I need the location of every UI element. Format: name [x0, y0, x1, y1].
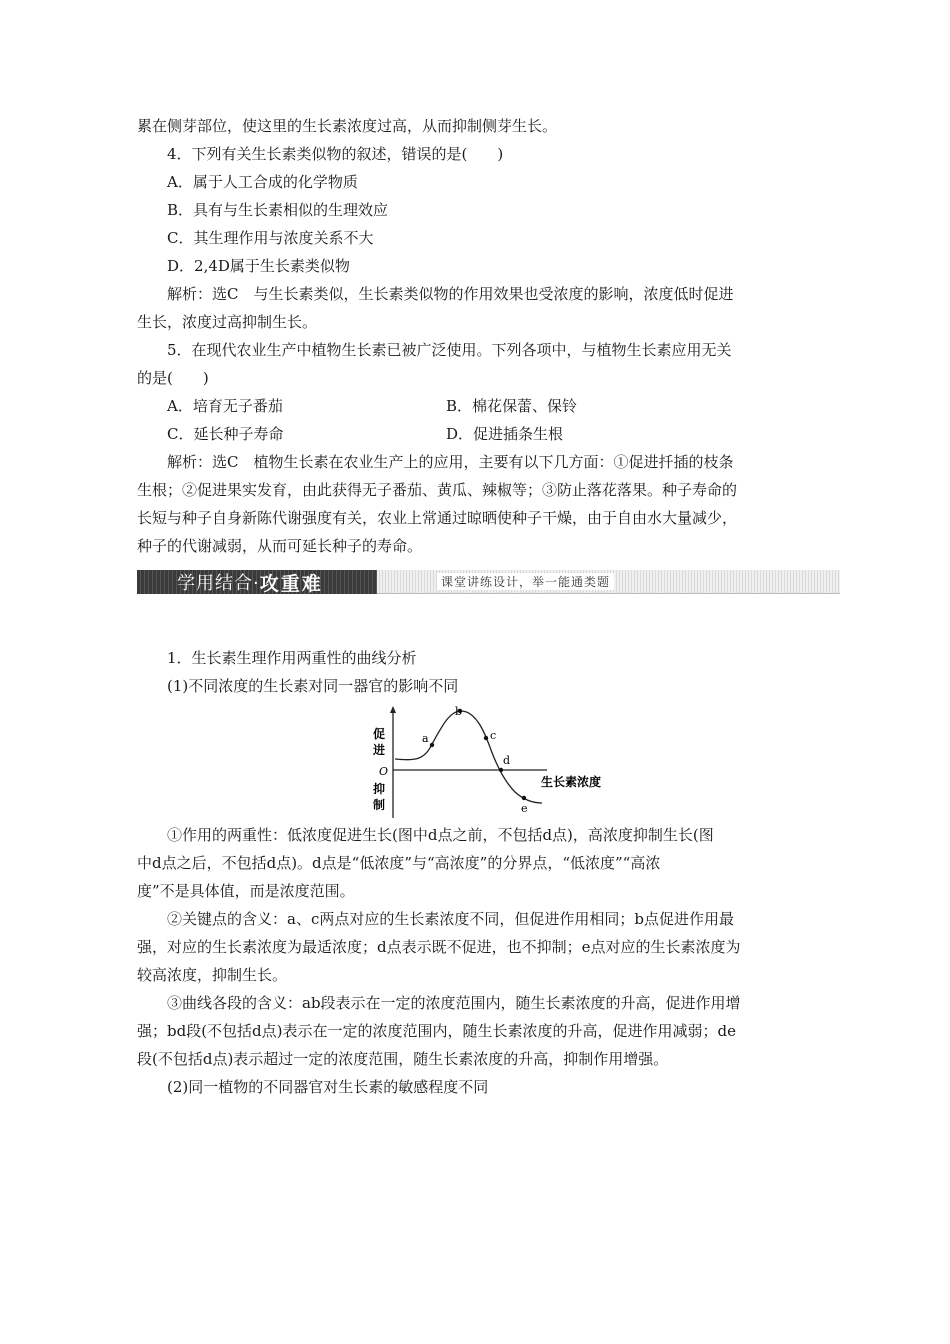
- y-label-promote-2: 进: [373, 743, 386, 757]
- banner-tagline-bar: [377, 570, 840, 594]
- subheading-1: (1)不同浓度的生长素对同一器官的影响不同: [167, 677, 459, 695]
- response-curve: [395, 711, 542, 803]
- x-axis-label: 生长素浓度: [541, 775, 602, 789]
- point-e: [522, 796, 526, 800]
- question-4: 4．下列有关生长素类似物的叙述，错误的是( ): [167, 145, 504, 163]
- point-1-line2: 中d点之后，不包括d点)。d点是“低浓度”与“高浓度”的分界点，“低浓度”“高浓: [137, 854, 661, 872]
- banner-title-part1: 学用结合·: [177, 573, 260, 594]
- y-label-promote-1: 促: [373, 727, 386, 741]
- subheading-2: (2)同一植物的不同器官对生长素的敏感程度不同: [167, 1078, 489, 1096]
- auxin-curve-diagram: [369, 706, 629, 821]
- q5-option-a: A．培育无子番茄: [167, 397, 283, 415]
- q5-option-d: D．促进插条生根: [446, 425, 564, 443]
- point-d: [499, 768, 503, 772]
- label-d: d: [503, 754, 511, 767]
- point-3-line1: ③曲线各段的含义：ab段表示在一定的浓度范围内，随生长素浓度的升高，促进作用增: [167, 994, 741, 1012]
- point-c: [484, 736, 488, 740]
- q5-answer-line3: 长短与种子自身新陈代谢强度有关，农业上常通过晾晒使种子干燥，由于自由水大量减少，: [137, 509, 738, 527]
- point-3-line3: 段(不包括d点)表示超过一定的浓度范围，随生长素浓度的升高，抑制作用增强。: [137, 1050, 669, 1068]
- q4-answer-line1: 解析：选C 与生长素类似，生长素类似物的作用效果也受浓度的影响，浓度低时促进: [167, 285, 734, 303]
- q5-options-row-1: [137, 392, 837, 420]
- q4-option-c: C．其生理作用与浓度关系不大: [167, 229, 374, 247]
- continued-paragraph: 累在侧芽部位，使这里的生长素浓度过高，从而抑制侧芽生长。: [137, 117, 558, 135]
- q5-answer-line2: 生根；②促进果实发育，由此获得无子番茄、黄瓜、辣椒等；③防止落花落果。种子寿命的: [137, 481, 738, 499]
- label-b: b: [455, 706, 463, 718]
- question-5-line1: 5．在现代农业生产中植物生长素已被广泛使用。下列各项中，与植物生长素应用无关: [167, 341, 732, 359]
- point-2-line1: ②关键点的含义：a、c两点对应的生长素浓度不同，但促进作用相同；b点促进作用最: [167, 910, 734, 928]
- q4-option-a: A．属于人工合成的化学物质: [167, 173, 358, 191]
- question-5-line2: 的是( ): [137, 369, 209, 387]
- label-e: e: [521, 802, 528, 815]
- label-a: a: [422, 732, 429, 745]
- banner-title-part2: 攻重难: [259, 572, 323, 595]
- section-banner: [137, 570, 840, 594]
- q4-option-b: B．具有与生长素相似的生理效应: [167, 201, 389, 219]
- y-axis-arrow: [390, 706, 396, 713]
- page-content: [137, 112, 837, 1101]
- point-2-line2: 强，对应的生长素浓度为最适浓度；d点表示既不促进，也不抑制；e点对应的生长素浓度为: [137, 938, 741, 956]
- q4-option-d: D．2,4D属于生长素类似物: [167, 257, 350, 275]
- point-1-line3: 度”不是具体值，而是浓度范围。: [137, 882, 355, 900]
- point-a: [430, 743, 434, 747]
- q4-answer-line2: 生长，浓度过高抑制生长。: [137, 313, 318, 331]
- q5-option-c: C．延长种子寿命: [167, 425, 284, 443]
- auxin-curve-figure: [369, 706, 629, 821]
- q5-answer-line1: 解析：选C 植物生长素在农业生产上的应用，主要有以下几方面：①促进扦插的枝条: [167, 453, 734, 471]
- point-1-line1: ①作用的两重性：低浓度促进生长(图中d点之前，不包括d点)，高浓度抑制生长(图: [167, 826, 714, 844]
- point-2-line3: 较高浓度，抑制生长。: [137, 966, 288, 984]
- y-label-inhibit-1: 抑: [373, 782, 386, 796]
- section-heading-1: 1．生长素生理作用两重性的曲线分析: [167, 649, 417, 667]
- q5-answer-line4: 种子的代谢减弱，从而可延长种子的寿命。: [137, 537, 423, 555]
- banner-tagline: 课堂讲练设计，举一能通类题: [437, 573, 614, 590]
- y-label-inhibit-2: 制: [373, 798, 386, 812]
- q5-options-row-2: [137, 420, 837, 448]
- q5-option-b: B．棉花保蕾、保铃: [446, 397, 578, 415]
- origin-label: O: [379, 765, 389, 778]
- point-3-line2: 强；bd段(不包括d点)表示在一定的浓度范围内，随生长素浓度的升高，促进作用减弱；de: [137, 1022, 736, 1040]
- banner-title: [137, 570, 377, 594]
- label-c: c: [490, 729, 497, 742]
- analysis-section: [137, 644, 837, 1101]
